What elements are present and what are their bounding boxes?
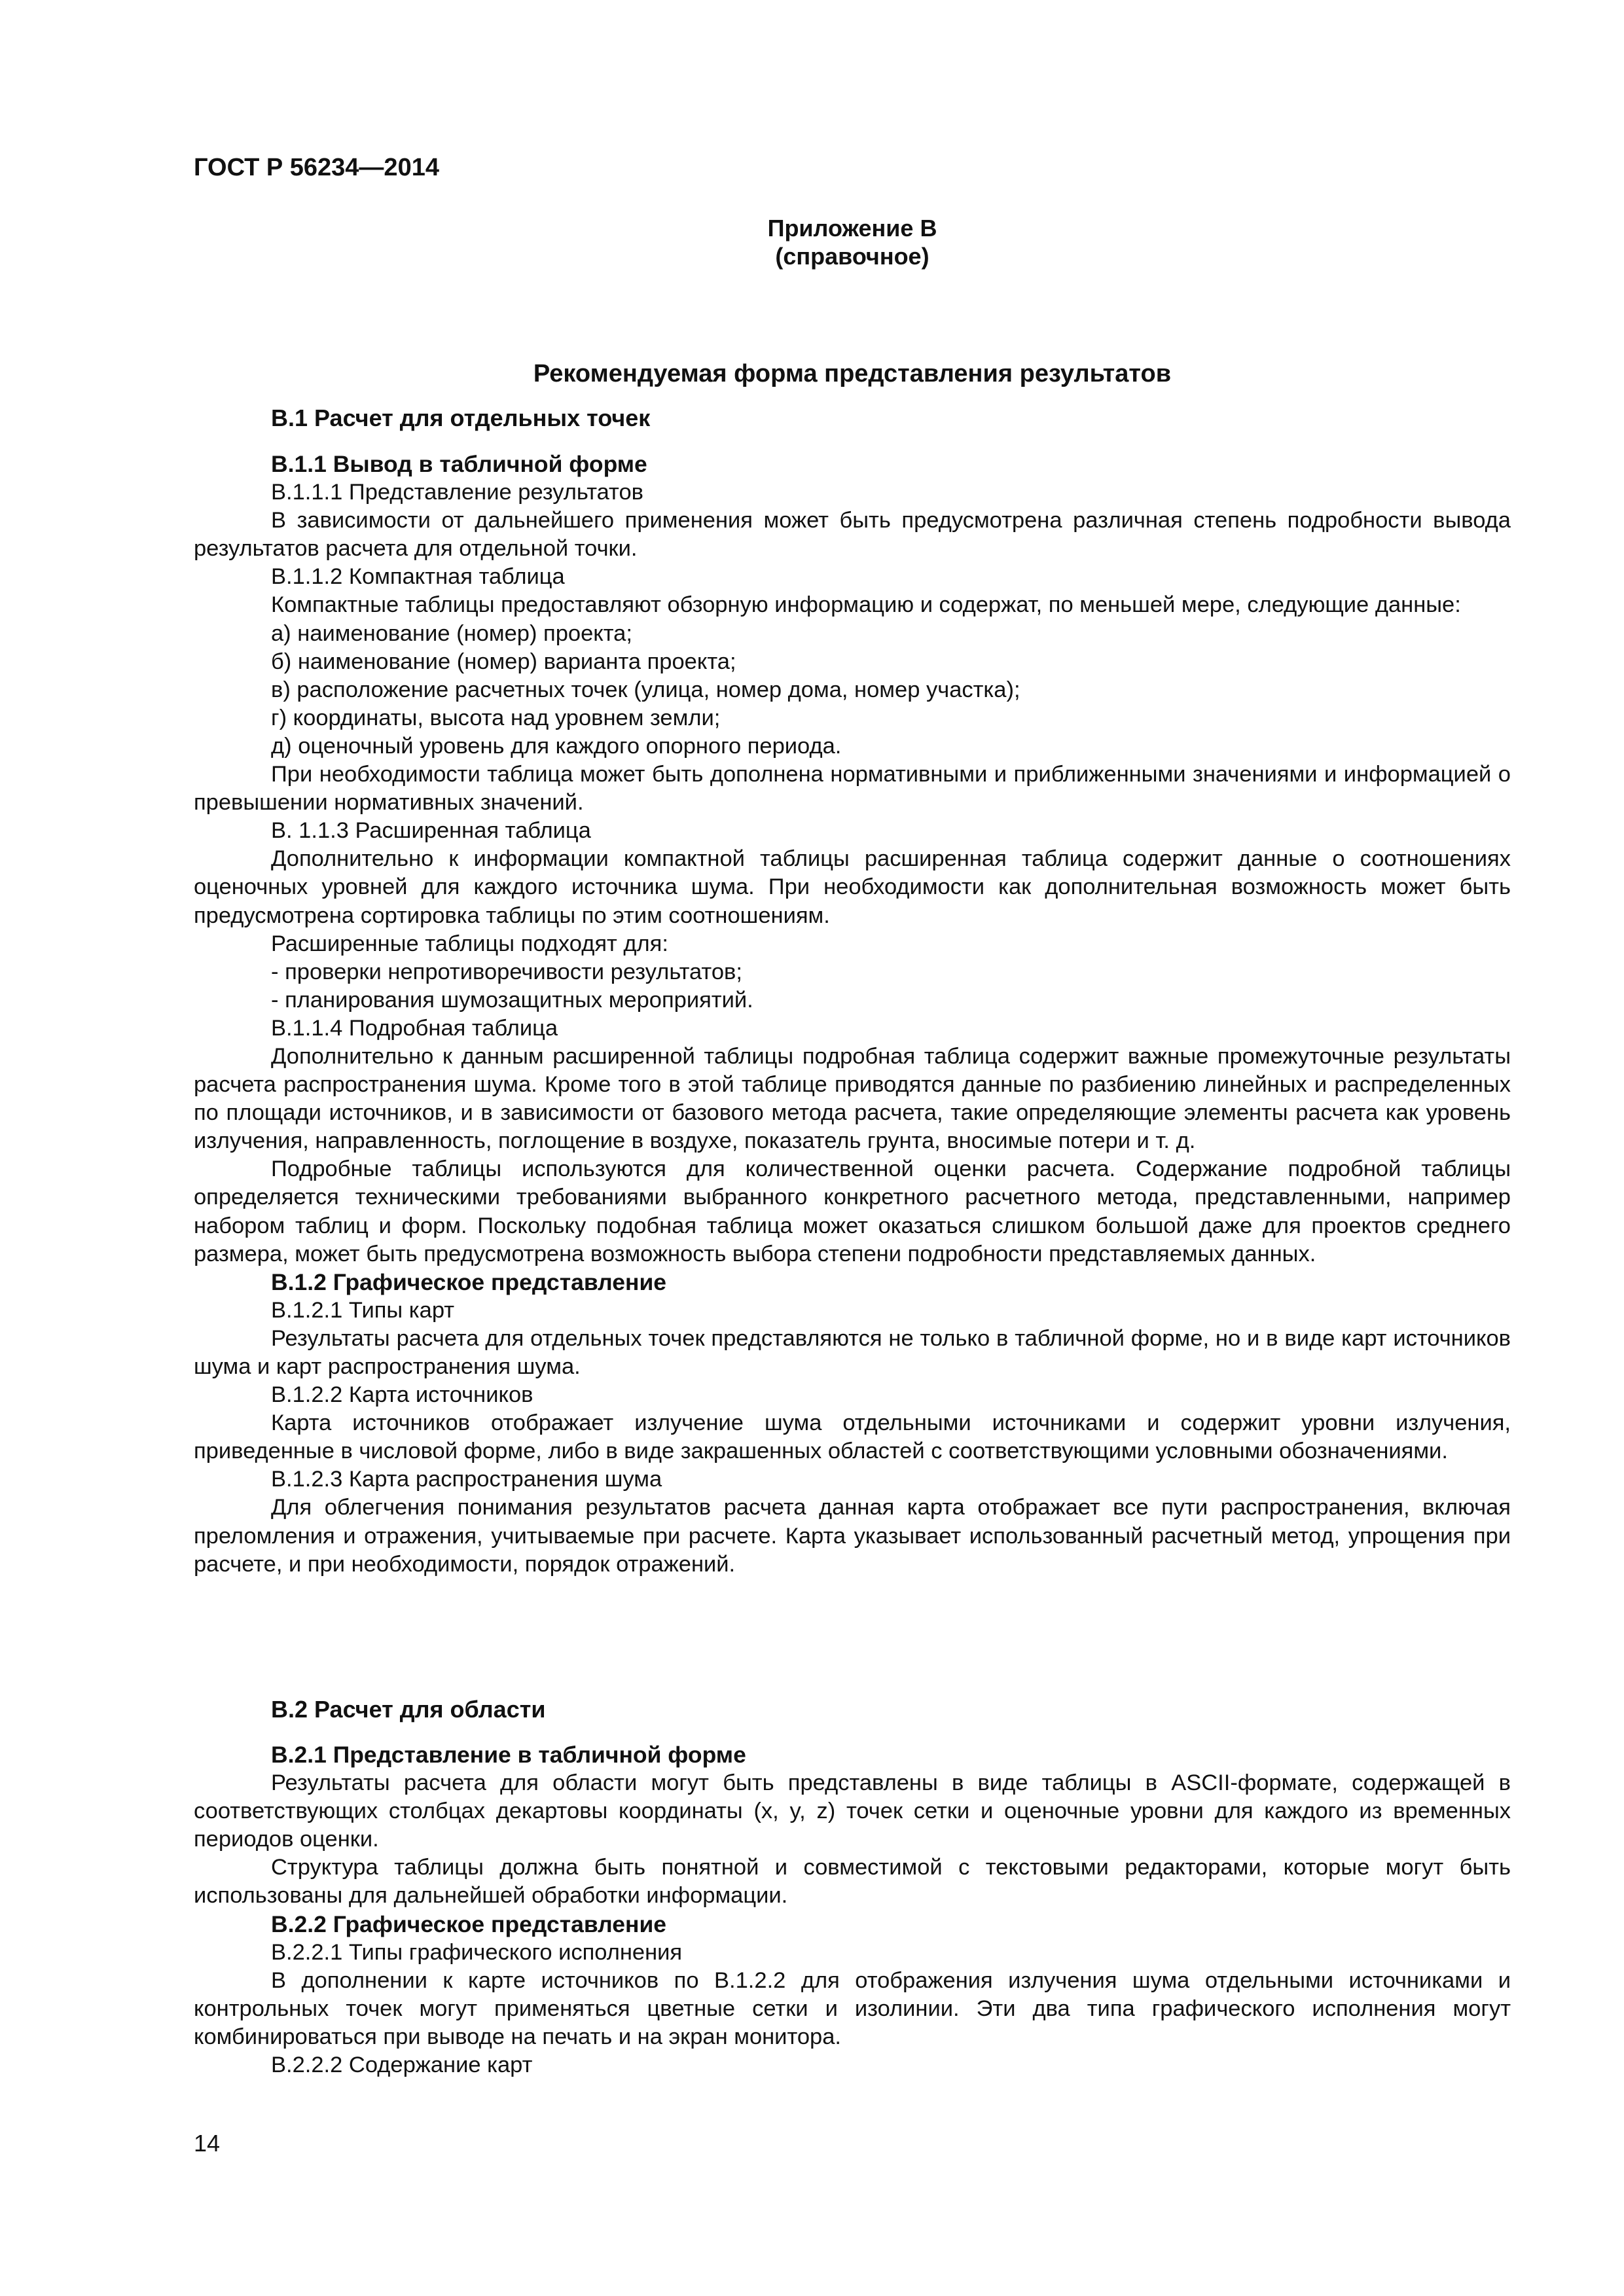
heading-b22: В.2.2 Графическое представление xyxy=(271,1910,667,1937)
paragraph: Расширенные таблицы подходят для: xyxy=(271,931,668,956)
paragraph: Структура таблицы должна быть понятной и совместимой с текстовыми редакторами, которые могут быть использованы для дальнейшей обработки информации. xyxy=(194,1855,1511,1909)
paragraph: В дополнении к карте источников по В.1.2.2 для отображения излучения шума отдельными источниками и контрольных точек могут применяться цветные сетки и изолинии. Эти два типа графического исполнения могут комбинироваться при выводе на печать и на экран монитора. xyxy=(194,1967,1511,2049)
document-code: ГОСТ Р 56234—2014 xyxy=(194,154,439,181)
list-item: а) наименование (номер) проекта; xyxy=(271,620,632,646)
heading-b12: В.1.2 Графическое представление xyxy=(271,1268,667,1295)
annex-label: Приложение В xyxy=(767,215,937,242)
paragraph: Компактные таблицы предоставляют обзорную информацию и содержат, по меньшей мере, следующие данные: xyxy=(271,592,1461,618)
heading-b221: В.2.2.1 Типы графического исполнения xyxy=(271,1939,683,1965)
heading-b121: В.1.2.1 Типы карт xyxy=(271,1297,455,1323)
section-b1 xyxy=(194,404,1511,432)
section-b1-body xyxy=(194,450,1511,1579)
paragraph: Карта источников отображает излучение шума отдельными источниками и содержит уровни излучения, приведенные в числовой форме, либо в виде закрашенных областей с соответствующими условными обозначениями. xyxy=(194,1410,1511,1464)
list-item: б) наименование (номер) варианта проекта; xyxy=(271,649,736,674)
paragraph: Дополнительно к информации компактной таблицы расширенная таблица содержит данные о соотношениях оценочных уровней для каждого источника шума. При необходимости как дополнительная возможность может быть предусмотрена сортировка таблицы по этим соотношениям. xyxy=(194,846,1511,928)
section-b2-body xyxy=(194,1741,1511,2079)
heading-b11: В.1.1 Вывод в табличной форме xyxy=(271,451,647,477)
heading-b122: В.1.2.2 Карта источников xyxy=(271,1382,533,1408)
heading-b1: В.1 Расчет для отдельных точек xyxy=(271,404,651,431)
heading-b112: В.1.1.2 Компактная таблица xyxy=(271,564,565,590)
paragraph: При необходимости таблица может быть дополнена нормативными и приближенными значениями и информацией о превышении нормативных значений. xyxy=(194,762,1511,816)
list-item: - проверки непротиворечивости результатов; xyxy=(271,959,742,984)
heading-b2: В.2 Расчет для области xyxy=(271,1696,546,1723)
heading-b113: В. 1.1.3 Расширенная таблица xyxy=(271,818,591,844)
paragraph: Для облегчения понимания результатов расчета данная карта отображает все пути распространения, включая преломления и отражения, учитываемые при расчете. Карта указывает использованный расчетный метод, упрощения при расчете, и при необходимости, порядок отражений. xyxy=(194,1495,1511,1577)
page-number: 14 xyxy=(194,2130,221,2157)
heading-b114: В.1.1.4 Подробная таблица xyxy=(271,1015,558,1041)
paragraph: Результаты расчета для области могут быть представлены в виде таблицы в ASCII-формате, содержащей в соответствующих столбцах декартовы координаты (x, y, z) точек сетки и оценочные уровни для каждого из временных периодов оценки. xyxy=(194,1770,1511,1852)
paragraph: Подробные таблицы используются для количественной оценки расчета. Содержание подробной таблицы определяется техническими требованиями выбранного конкретного расчетного метода, представленными, например набором таблиц и форм. Поскольку подобная таблица может оказаться слишком большой даже для проектов среднего размера, может быть предусмотрена возможность выбора степени подробности представляемых данных. xyxy=(194,1157,1511,1266)
heading-b21: В.2.1 Представление в табличной форме xyxy=(271,1742,746,1768)
heading-b222: В.2.2.2 Содержание карт xyxy=(271,2053,533,2078)
heading-b123: В.1.2.3 Карта распространения шума xyxy=(271,1467,662,1492)
list-item: г) координаты, высота над уровнем земли; xyxy=(271,705,721,730)
list-item: - планирования шумозащитных мероприятий. xyxy=(271,987,753,1013)
list-item: в) расположение расчетных точек (улица, номер дома, номер участка); xyxy=(271,677,1020,702)
paragraph: Дополнительно к данным расширенной таблицы подробная таблица содержит важные промежуточные результаты расчета распространения шума. Кроме того в этой таблице приводятся данные по разбиению линейных и распределенных по площади источников, и в зависимости от базового метода расчета, такие определяющие элементы расчета как уровень излучения, направленность, поглощение в воздухе, показатель грунта, вносимые потери и т. д. xyxy=(194,1043,1511,1154)
list-item: д) оценочный уровень для каждого опорного периода. xyxy=(271,733,842,759)
paragraph: Результаты расчета для отдельных точек представляются не только в табличной форме, но и в виде карт источников шума и карт распространения шума. xyxy=(194,1325,1511,1379)
paragraph: В зависимости от дальнейшего применения может быть предусмотрена различная степень подробности вывода результатов расчета для отдельной точки. xyxy=(194,508,1511,562)
annex-title: Рекомендуемая форма представления результатов xyxy=(533,360,1172,387)
section-b2 xyxy=(194,1695,1511,1723)
heading-b111: В.1.1.1 Представление результатов xyxy=(271,480,643,505)
annex-type: (справочное) xyxy=(775,243,929,270)
